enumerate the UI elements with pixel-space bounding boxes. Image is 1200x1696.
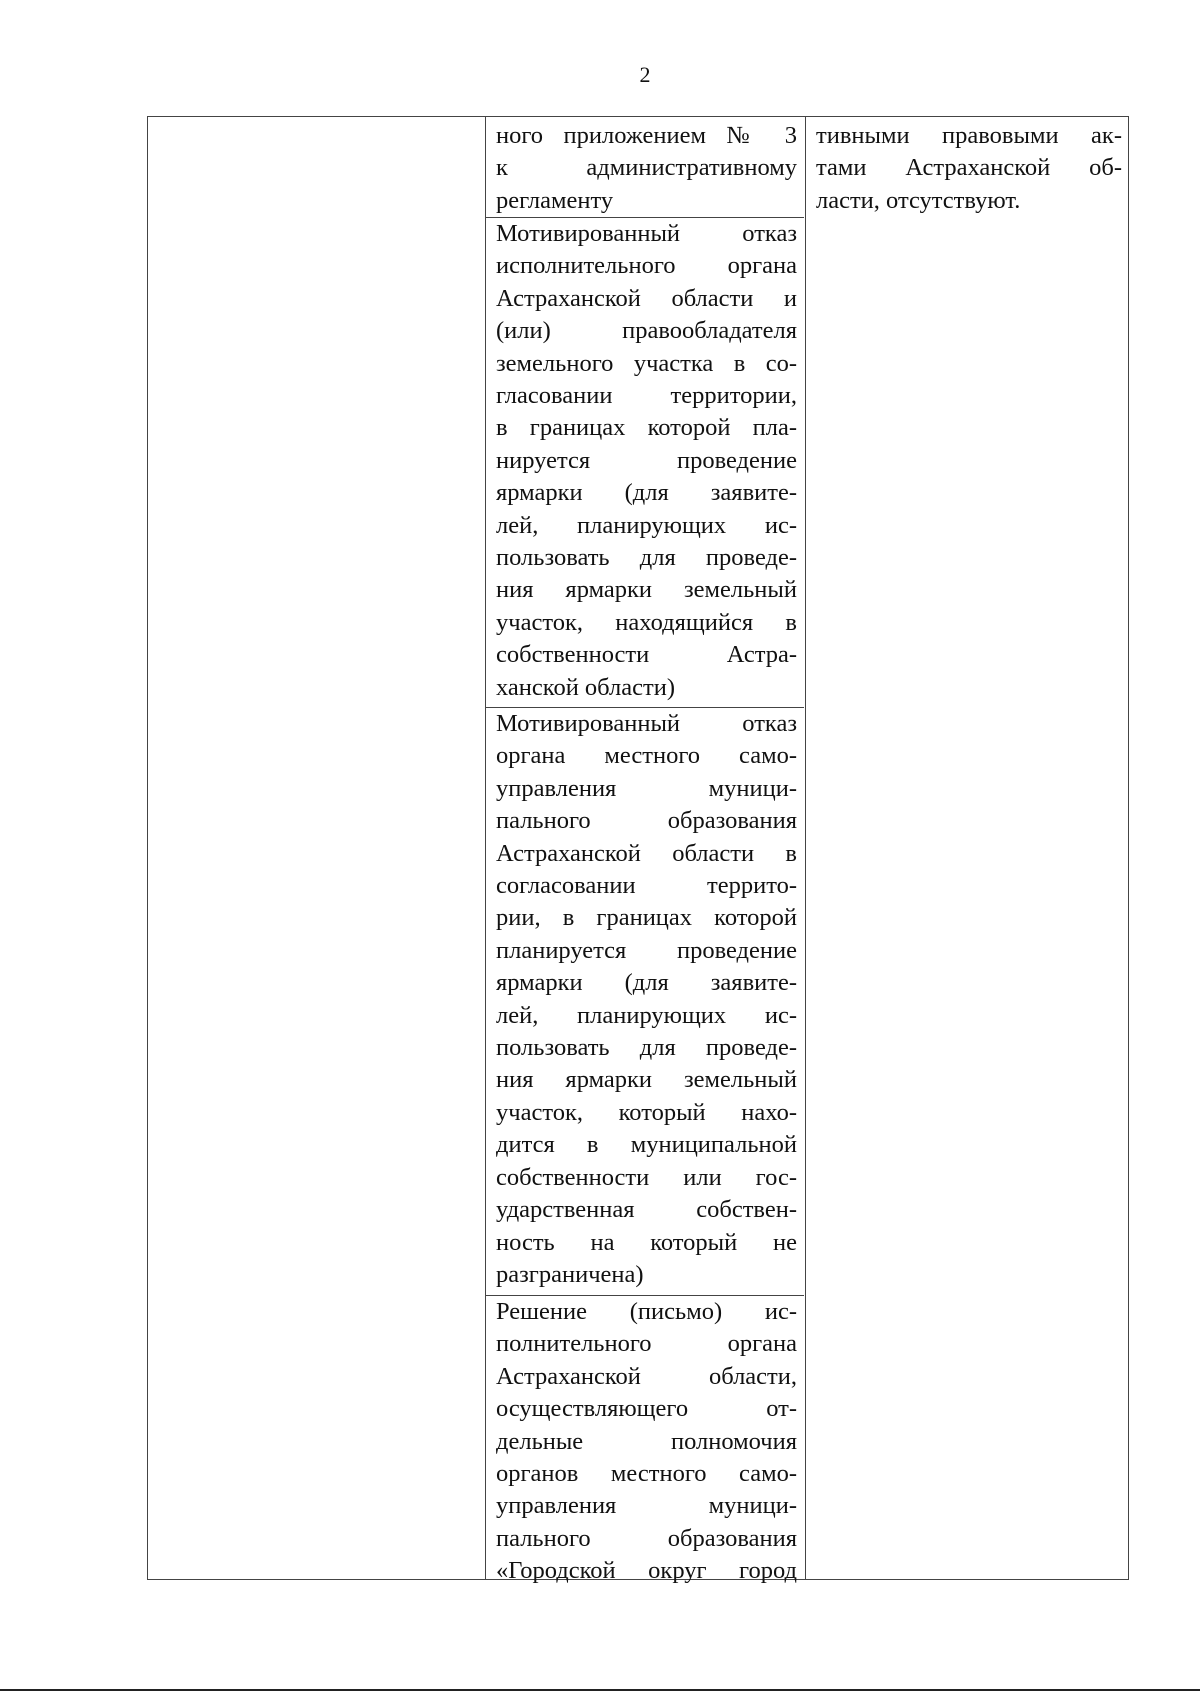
text-line: органа местного само- bbox=[496, 742, 797, 770]
text-line: нируется проведение bbox=[496, 446, 797, 474]
text-line: участок, находящийся в bbox=[496, 608, 797, 636]
text-line: рии, в границах которой bbox=[496, 904, 797, 932]
text-line: Решение (письмо) ис- bbox=[496, 1298, 797, 1325]
text-line: планируется проведение bbox=[496, 936, 797, 964]
text-line: ния ярмарки земельный bbox=[496, 1066, 797, 1094]
table-middle-column bbox=[486, 117, 804, 1585]
page-number: 2 bbox=[639, 62, 651, 87]
text-line: земельного участка в со- bbox=[496, 349, 797, 377]
text-line: дельные полномочия bbox=[496, 1427, 797, 1455]
text-line: дится в муниципальной bbox=[496, 1131, 797, 1159]
column-divider-right bbox=[805, 117, 806, 1579]
text-line: к административному bbox=[496, 154, 797, 182]
text-line: пального образования bbox=[496, 807, 797, 835]
text-line: пользовать для проведе- bbox=[496, 1034, 797, 1062]
text-line: полнительного органа bbox=[496, 1330, 797, 1358]
text-line: согласовании террито- bbox=[496, 872, 797, 900]
text-line: собственности или гос- bbox=[496, 1163, 797, 1191]
text-line: собственности Астра- bbox=[496, 641, 797, 669]
text-line: ность на который не bbox=[496, 1228, 797, 1256]
table-cell-appendix-reference bbox=[486, 120, 804, 218]
footer-rule bbox=[0, 1689, 1200, 1691]
text-line: Мотивированный отказ bbox=[496, 220, 797, 247]
text-line: ного приложением № 3 bbox=[496, 122, 797, 149]
text-line: органов местного само- bbox=[496, 1460, 797, 1488]
text-line: ярмарки (для заявите- bbox=[496, 969, 797, 997]
text-line: Астраханской области, bbox=[496, 1362, 797, 1390]
text-line: ярмарки (для заявите- bbox=[496, 479, 797, 507]
text-line: лей, планирующих ис- bbox=[496, 1001, 797, 1029]
text-line: «Городской округ город bbox=[496, 1557, 797, 1585]
text-line: Астраханской области и bbox=[496, 284, 797, 312]
text-line: участок, который нахо- bbox=[496, 1098, 797, 1126]
text-line: тивными правовыми ак- bbox=[816, 122, 1122, 149]
text-line: ханской области) bbox=[496, 673, 675, 701]
text-line: управления муници- bbox=[496, 774, 797, 802]
text-line: ласти, отсутствуют. bbox=[816, 186, 1021, 214]
text-line: гласовании территории, bbox=[496, 382, 797, 410]
text-line: управления муници- bbox=[496, 1492, 797, 1520]
text-line: ударственная собствен- bbox=[496, 1196, 797, 1224]
text-line: лей, планирующих ис- bbox=[496, 511, 797, 539]
text-line: пользовать для проведе- bbox=[496, 544, 797, 572]
text-line: разграничена) bbox=[496, 1260, 644, 1288]
text-line: регламенту bbox=[496, 186, 614, 214]
text-line: пального образования bbox=[496, 1524, 797, 1552]
table-cell-regional-refusal bbox=[486, 218, 804, 708]
document-table bbox=[147, 116, 1129, 1585]
text-line: (или) правообладателя bbox=[496, 317, 797, 345]
text-line: Астраханской области в bbox=[496, 839, 797, 867]
text-line: ния ярмарки земельный bbox=[496, 576, 797, 604]
table-cell-legal-acts bbox=[806, 120, 1128, 217]
text-line: Мотивированный отказ bbox=[496, 710, 797, 737]
text-line: исполнительного органа bbox=[496, 252, 797, 280]
table-cell-municipal-refusal bbox=[486, 708, 804, 1296]
table-cell-decision-letter bbox=[486, 1296, 804, 1585]
text-line: осуществляющего от- bbox=[496, 1395, 797, 1423]
text-line: тами Астраханской об- bbox=[816, 154, 1122, 182]
text-line: в границах которой пла- bbox=[496, 414, 797, 442]
